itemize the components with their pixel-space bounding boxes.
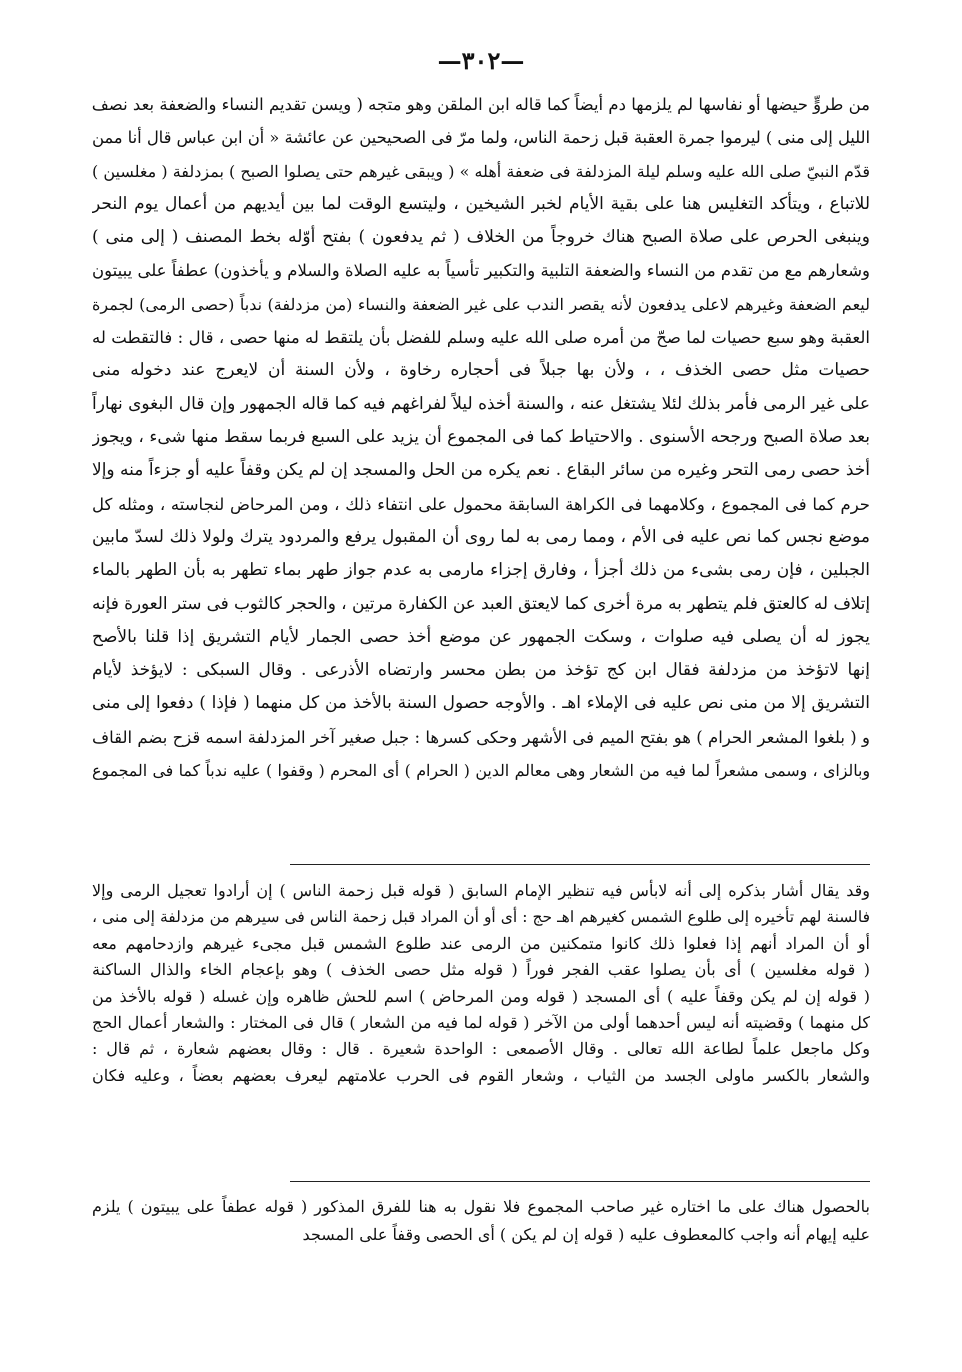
main-text-line: وبالزاى ، وسمى مشعراً لما فيه من الشعار وهى معالم الدين ( الحرام ) أى المحرم ( وقفوا ) عليه ندباً كما فى المجموع	[92, 760, 870, 780]
main-text-line: ليعم الضعفة وغيرهم لاعلى يدفعون لأنه يقصر الندب على غير الضعفة والنساء (من مزدلفة) ندباً (حصى الرمى) لجمرة	[92, 294, 870, 314]
main-text-line: إنها لاتؤخذ من مزدلفة فقال ابن كج تؤخذ من بطن محسر وارتضاه الأذرعى . وقال السبكى : لايؤخذ لأيام	[92, 660, 870, 681]
page-number: —٣٠٢—	[437, 46, 525, 75]
main-text-line: وشعارهم مع من تقدم من النساء والضعفة التلبية والتكبير تأسياً به عليه الصلاة والسلام و يأخذون) عطفاً على يبيتون	[92, 261, 870, 281]
footnote-line: ( قوله إن لم يكن وقفاً عليه ) أى المسجد ( قوله ومن المرحاض ) اسم للحش ظاهره وإن غسله ( قوله بالأخذ من	[92, 986, 870, 1006]
footnote-line: ( قوله مغلسين ) أى بأن يصلوا عقب الفجر فوراً ( قوله مثل حصى الخذف ) وهو بإعجام الخاء والذال الساكنة	[92, 960, 870, 980]
main-text-line: قدّم النبيّ صلى الله عليه وسلم ليلة المزدلفة فى ضعفة أهله » ( ويبقى غيرهم حتى يصلوا الصبح ) بمزدلفة ( مغلسين )	[92, 161, 870, 181]
main-text-line: حرم كما فى المجموع ، وكلامهما فى الكراهة السابقة محمول على انتفاء ذلك ، ومن المرحاض لنجاسته ، ومثله كل	[92, 494, 870, 514]
main-text-line: يجوز له أن يصلى فيه صلوات ، وسكت الجمهور عن موضع أخذ حصى الجمار لأيام التشريق إذا قلنا بالأصح	[92, 626, 870, 647]
main-text-line: إتلاف له كالعتق فلم يتطهر به مرة أخرى كما لايعتق العبد عن الكفارة مرتين ، والحجر كالثوب فى ستر العورة فإنه	[92, 593, 870, 614]
footnote-divider	[290, 1181, 870, 1182]
main-text-line: موضع نجس كما نص عليه فى الأم ، ومما رمى به لما روى أن المقبول يرفع والمردود يترك ولولا ذلك لسدّ مابين	[92, 526, 870, 547]
secondary-footnotes-section	[92, 1193, 870, 1249]
main-text-line: الليل إلى منى ) ليرموا جمرة العقبة قبل زحمة الناس، ولما مرّ فى الصحيحين عن عائشة « أن ابن عباس قال أنا ممن	[92, 128, 870, 148]
main-text-line: أخذ حصى رمى التحر وغيره من سائر البقاع . نعم يكره من الحل والمسجد إن لم يكن وقفاً عليه أو جزءاً منه وإلا	[92, 460, 870, 481]
main-text-line: من طروٍّ حيضها أو نفاسها لم يلزمها دم أيضاً كما قاله ابن الملقن وهو متجه ( ويسن تقديم النساء والضعفة بعد نصف	[92, 95, 870, 114]
footnotes-section	[92, 878, 870, 1089]
footnote-line: عليه إيهام أنه واجب كالمعطوف عليه ( قوله إن لم يكن ) أى الحصى وقفاً على المسجد	[302, 1225, 870, 1244]
main-text-line: وينبغى الحرص على صلاة الصبح هناك خروجاً من الخلاف ( ثم يدفعون ) بفتح أوّله بخط المصنف ( إلى منى )	[92, 227, 870, 248]
main-text-line: الجبلين ، فإن رمى بشىء من ذلك أجزأ ، وفارق إجزاء مارمى به عدم جواز طهر بماء تطهر به بأن الطهر بالماء	[92, 560, 870, 581]
footnote-line: كل منهما ) وقضيته أنه ليس أحدهما أولى من الآخر ( قوله لما فيه من الشعار ) قال فى المختار : والشعار أعمال الحج	[92, 1012, 870, 1032]
footnote-line: فالسنة لهم تأخيره إلى طلوع الشمس كغيرهم اهـ حج : أى أو أن المراد قبل زحمة الناس فى سيرهم من مزدلفة إلى منى ،	[92, 908, 870, 927]
footnote-line: وقد يقال أشار بذكره إلى أنه لابأس فيه تنظير الإمام السابق ( قوله قبل زحمة الناس ) إن أرادوا تعجيل الرمى وإلا	[92, 881, 870, 900]
footnote-line: بالحصول هناك على ما اختاره غير صاحب المجموع فلا نقول به هنا للفرق المذكور ( قوله عطفاً على يبيتون ) يلزم	[92, 1197, 870, 1216]
main-text-line: بعد صلاة الصبح ورجحه الأسنوى . والاحتياط كما فى المجموع أن يزيد على السبع فربما سقط منها شىء ، ويجوز	[92, 426, 870, 447]
footnote-line: وكل ماجعل علماً لطاعة الله تعالى . وقال الأصمعى : الواحدة شعيرة . قال : وقال بعضهم شعارة ، ثم قال :	[92, 1039, 870, 1059]
main-text-line: حصيات مثل حصى الخذف ، ، ولأن بها جبلاً فى أحجاره رخاوة ، ولأن السنة أن لايعرج عند دخوله منى	[92, 360, 870, 381]
main-text-line: على غير الرمى فأمر بذلك لئلا يشتغل عنه ، والسنة أخذه ليلاً لفراغهم فيه كما قاله الجمهور وإن قال البغوى نهاراً	[92, 393, 870, 414]
main-text-line: و ( بلغوا المشعر الحرام ) هو بفتح الميم فى الأشهر وحكى كسرها : جبل صغير آخر المزدلفة اسمه قزح بضم القاف	[92, 727, 870, 747]
main-text	[92, 88, 870, 787]
footnote-line: والشعار بالكسر ماولى الجسد من الثياب ، وشعار القوم فى الحرب علامتهم ليعرف بعضهم بعضاً ، وعليه فكان	[92, 1065, 870, 1085]
footnote-divider	[290, 864, 870, 865]
main-text-line: التشريق إلا من منى نص عليه فى الإملاء اهـ . والأوجه حصول السنة بالأخذ من كل منهما ( فإذا ) دفعوا إلى منى	[92, 693, 870, 714]
main-text-line: العقبة وهو سبع حصيات لما صحّ من أمره صلى الله عليه وسلم للفضل بأن يلتقط له منها حصى ، قال : فالتقطت له	[92, 328, 870, 348]
main-text-line: للاتباع ، ويتأكد التغليس هنا على بقية الأيام لخبر الشيخين ، وليتسع الوقت لما بين أيديهم من أعمال يوم النحر	[92, 193, 870, 214]
footnote-line: أو أن المراد أنهم إذا فعلوا ذلك كانوا متمكنين من الرمى عند طلوع الشمس قبل مجىء غيرهم وازدحامهم معه	[92, 933, 870, 953]
